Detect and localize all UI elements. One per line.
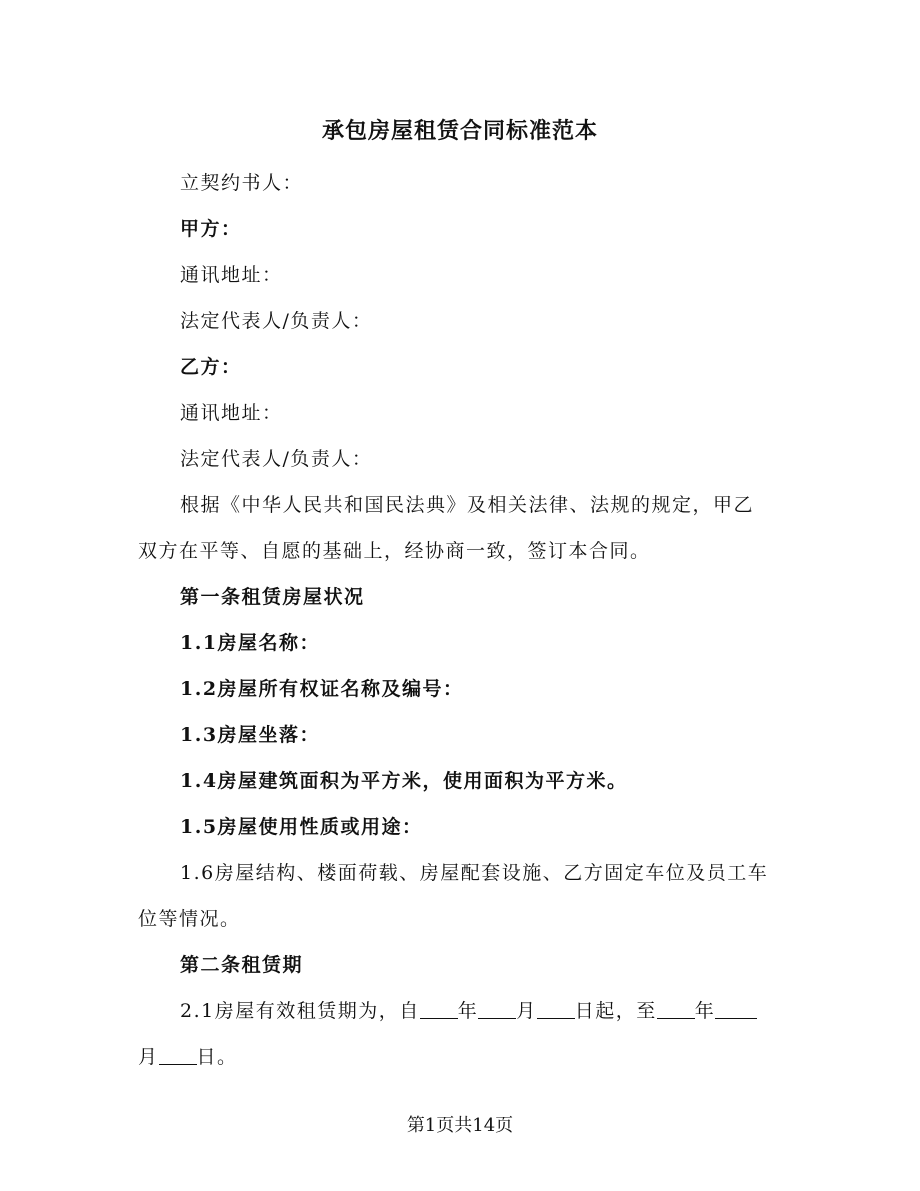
line-party-a: 甲方： [180,218,242,240]
line-1-6-cont: 位等情况。 [138,908,241,930]
blank-end-year[interactable] [657,1000,695,1019]
term-text-end-day: 日。 [196,1046,238,1068]
line-party-a-representative: 法定代表人/负责人： [180,310,373,332]
term-text-start: 2.1房屋有效租赁期为，自 [180,1000,420,1022]
blank-start-year[interactable] [420,1000,458,1019]
line-1-4: 1.4房屋建筑面积为平方米，使用面积为平方米。 [180,770,628,792]
document-title: 承包房屋租赁合同标准范本 [321,118,598,144]
term-text-end-year: 年 [694,1000,716,1022]
line-2-1 [180,996,757,1023]
line-1-2: 1.2房屋所有权证名称及编号： [180,678,464,700]
line-1-6: 1.6房屋结构、楼面荷载、房屋配套设施、乙方固定车位及员工车 [180,862,769,884]
line-1-5: 1.5房屋使用性质或用途： [180,816,423,838]
blank-end-month[interactable] [715,1000,757,1019]
term-text-end-month: 月 [138,1046,159,1068]
line-party-b-address: 通讯地址： [180,402,283,424]
line-party-a-address: 通讯地址： [180,264,283,286]
line-party-intro: 立契约书人： [180,172,304,194]
line-1-3: 1.3房屋坐落： [180,724,321,746]
blank-end-day[interactable] [159,1046,197,1065]
term-text-until: 日起，至 [574,1000,657,1022]
term-text-year: 年 [457,1000,479,1022]
line-party-b-representative: 法定代表人/负责人： [180,448,373,470]
line-party-b: 乙方： [180,356,242,378]
line-2-1-cont [138,1042,238,1069]
line-1-1: 1.1房屋名称： [180,632,321,654]
page-number-footer: 第1页共14页 [406,1115,514,1136]
line-article-2-heading: 第二条租赁期 [180,954,304,976]
line-article-1-heading: 第一条租赁房屋状况 [180,586,365,608]
line-preamble-1: 根据《中华人民共和国民法典》及相关法律、法规的规定，甲乙 [180,494,755,516]
blank-start-month[interactable] [478,1000,516,1019]
blank-start-day[interactable] [537,1000,575,1019]
line-preamble-2: 双方在平等、自愿的基础上，经协商一致，签订本合同。 [138,540,651,562]
term-text-month: 月 [516,1000,537,1022]
